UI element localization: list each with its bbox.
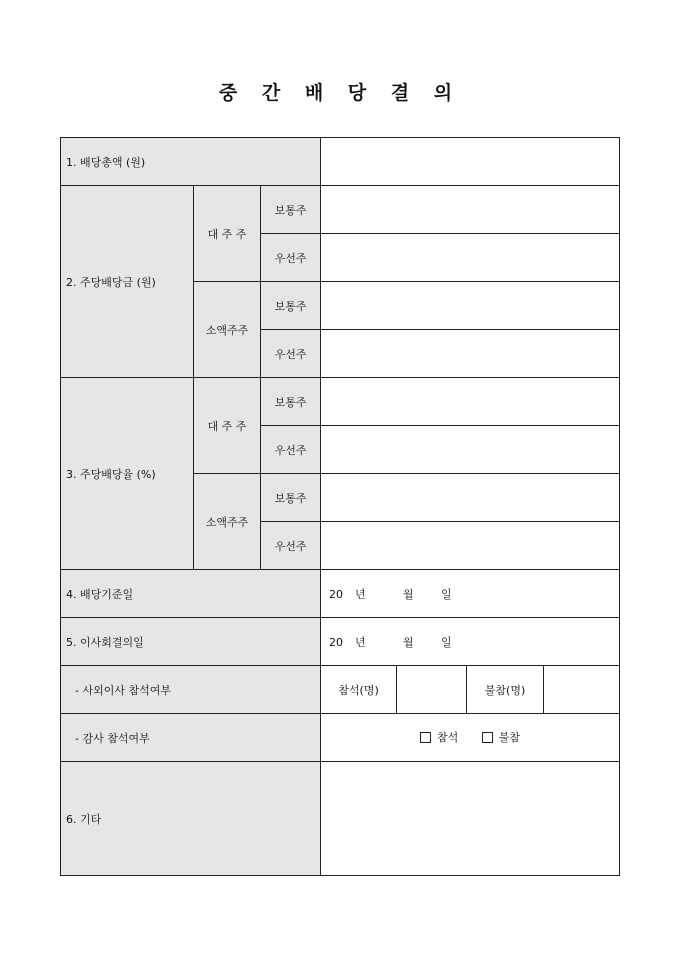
total-dividend-label: 1. 배당총액 (원) [61,138,321,186]
dividend-form-table [60,137,620,876]
other-label: 6. 기타 [61,762,321,876]
per-share-major-common-label: 보통주 [261,186,321,234]
record-date-label: 4. 배당기준일 [61,570,321,618]
outside-directors-label: - 사외이사 참석여부 [61,666,321,714]
rate-minor-preferred-label: 우선주 [261,522,321,570]
record-date-year-unit: 년 [355,587,366,601]
rate-minor-common-label: 보통주 [261,474,321,522]
record-date-value[interactable] [321,570,620,618]
record-date-month-unit: 월 [403,587,414,601]
board-date-month-unit: 월 [403,635,414,649]
record-date-day-unit: 일 [441,587,452,601]
record-date-year-prefix: 20 [329,587,344,601]
per-share-minor-common-label: 보통주 [261,282,321,330]
rate-major-common-label: 보통주 [261,378,321,426]
rate-major-preferred-label: 우선주 [261,426,321,474]
rate-minor-label: 소액주주 [194,474,261,570]
per-share-minor-common-value[interactable] [321,282,620,330]
dividend-rate-label: 3. 주당배당율 (%) [61,378,194,570]
per-share-minor-label: 소액주주 [194,282,261,378]
board-date-day-unit: 일 [441,635,452,649]
outside-absent-label: 불참(명) [467,666,544,714]
auditor-label: - 감사 참석여부 [61,714,321,762]
board-date-value[interactable] [321,618,620,666]
auditor-present-checkbox[interactable] [420,732,431,743]
outside-present-label: 참석(명) [321,666,397,714]
per-share-minor-preferred-value[interactable] [321,330,620,378]
per-share-major-preferred-label: 우선주 [261,234,321,282]
per-share-major-label: 대 주 주 [194,186,261,282]
per-share-minor-preferred-label: 우선주 [261,330,321,378]
other-value[interactable] [321,762,620,876]
rate-major-preferred-value[interactable] [321,426,620,474]
rate-minor-common-value[interactable] [321,474,620,522]
auditor-present-option[interactable] [420,729,458,745]
rate-minor-preferred-value[interactable] [321,522,620,570]
outside-present-count[interactable] [397,666,467,714]
outside-absent-count[interactable] [544,666,620,714]
per-share-major-common-value[interactable] [321,186,620,234]
per-share-major-preferred-value[interactable] [321,234,620,282]
total-dividend-value[interactable] [321,138,620,186]
per-share-dividend-label: 2. 주당배당금 (원) [61,186,194,378]
board-date-year-prefix: 20 [329,635,344,649]
rate-major-label: 대 주 주 [194,378,261,474]
auditor-absent-option[interactable] [482,729,520,745]
rate-major-common-value[interactable] [321,378,620,426]
board-date-label: 5. 이사회결의일 [61,618,321,666]
board-date-year-unit: 년 [355,635,366,649]
auditor-attendance-value [321,714,620,762]
auditor-present-text: 참석 [437,731,459,745]
auditor-absent-text: 불참 [498,731,521,745]
auditor-absent-checkbox[interactable] [482,732,493,743]
page-title: 중 간 배 당 결 의 [218,82,462,104]
